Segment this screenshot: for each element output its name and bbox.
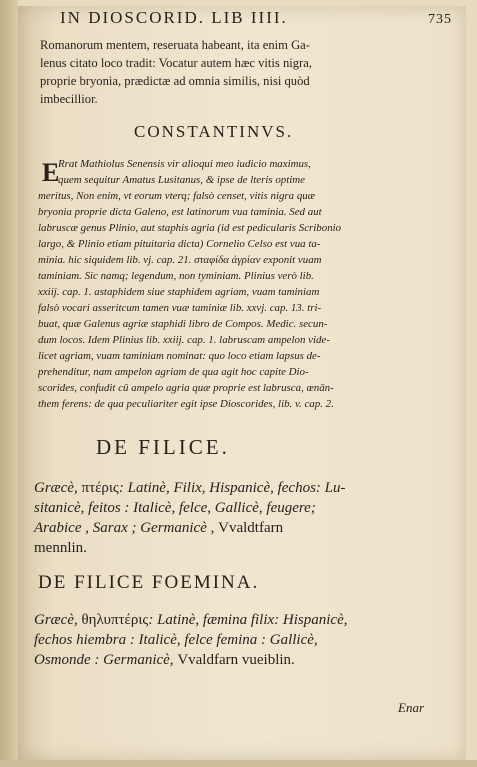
catchword: Enar [398, 700, 424, 715]
text-line: imbecillior. [40, 92, 98, 106]
synonym-segment: θηλυπτέρις [81, 612, 149, 628]
text-line: taminiam. Sic namq; legendum, non tyminiam. Plinius verò lib. [38, 270, 314, 282]
text-line: scorides, confudit cū ampelo agria quæ proprie est labrusca, œnān- [38, 382, 334, 394]
text-line: meritus, Non enim, vt eorum vterq; falsò censet, vitis nigra quæ [38, 190, 315, 202]
text-line: largo, & Plinio etiam pituitaria dicta) Cornelio Celso est vua ta- [38, 238, 321, 250]
page-number: 735 [428, 12, 452, 27]
page-bottom-edge [0, 760, 477, 767]
text-line: bryonia proprie dicta Galeno, est latinorum vua taminia. Sed aut [38, 206, 322, 218]
section-heading-de-filice-foemina: DE FILICE FOEMINA. [38, 572, 260, 593]
text-line: prehenditur, nam ampelon agriam de qua agit hoc capite Dio- [38, 366, 309, 378]
synonym-line [34, 610, 446, 631]
section-heading-constantinus: CONSTANTINVS. [134, 122, 294, 141]
synonym-line [34, 478, 446, 499]
text-line: xxiij. cap. 1. astaphidem siue staphidem agriam, vuam taminiam [38, 286, 320, 298]
running-head: IN DIOSCORID. LIB IIII. [60, 8, 288, 27]
text-line: licet agriam, vuam taminiam nominat: quo loco etiam lapsus de- [38, 350, 321, 362]
synonym-line [34, 650, 446, 671]
text-line: quem sequitur Amatus Lusitanus, & ipse de lteris optime [58, 174, 305, 186]
synonym-segment: sitanicè, feitos : Italicè, felce, Gallicè, feugere; [34, 500, 316, 516]
text-line: labruscæ genus Plinio, aut staphis agria (id est pedicularis Scribonio [38, 222, 342, 234]
synonym-segment: Vvaldfarn vueiblin. [177, 652, 295, 668]
synonym-line [34, 498, 446, 519]
synonym-segment: Osmonde : Germanicè, [34, 652, 178, 668]
text-line: proprie bryonia, prædictæ ad omnia similis, nisi quòd [40, 74, 310, 88]
synonym-segment: fechos hiembra : Italicè, felce femina : Gallicè, [34, 632, 318, 648]
book-gutter [0, 0, 18, 767]
text-line: them ferens: de qua peculiariter egit ipse Dioscorides, lib. v. cap. 2. [38, 398, 334, 410]
text-line: dum locos. Idem Plinius lib. xxiij. cap. 1. labruscam ampelon vide- [38, 334, 330, 346]
synonym-segment: Græcè, [34, 480, 82, 496]
synonym-segment: Arabice , Sarax ; Germanicè , [34, 520, 219, 536]
section-heading-de-filice: DE FILICE. [96, 435, 230, 459]
text-line: lenus citato loco tradit: Vocatur autem hæc vitis nigra, [40, 56, 312, 70]
text-line: Rrat Mathiolus Senensis vir alioqui meo iudicio maximus, [58, 158, 311, 170]
synonym-segment: mennlin. [34, 540, 87, 556]
text-line: buat, quæ Galenus agriæ staphidi libro de Compos. Medic. secun- [38, 318, 328, 330]
synonym-segment: : Latinè, fæmina filix: Hispanicè, [148, 612, 348, 628]
synonym-segment: Vvaldtfarn [218, 520, 284, 536]
synonym-segment: : Latinè, Filix, Hispanicè, fechos: Lu- [118, 480, 346, 496]
synonym-line [34, 518, 446, 539]
synonym-line [34, 538, 446, 559]
synonym-segment: Græcè, [34, 612, 82, 628]
text-line: minia. hic siquidem lib. vj. cap. 21. σταφίδα ἀγρίαν exponit vuam [38, 254, 322, 266]
text-line: falsò vocari asseritcum tamen vuæ taminiæ lib. xxvj. cap. 13. tri- [38, 302, 322, 314]
drop-capital: E [42, 158, 60, 187]
synonym-line [34, 630, 446, 651]
synonym-segment: πτέρις [81, 480, 119, 496]
text-line: Romanorum mentem, reseruata habeant, ita enim Ga- [40, 38, 310, 52]
